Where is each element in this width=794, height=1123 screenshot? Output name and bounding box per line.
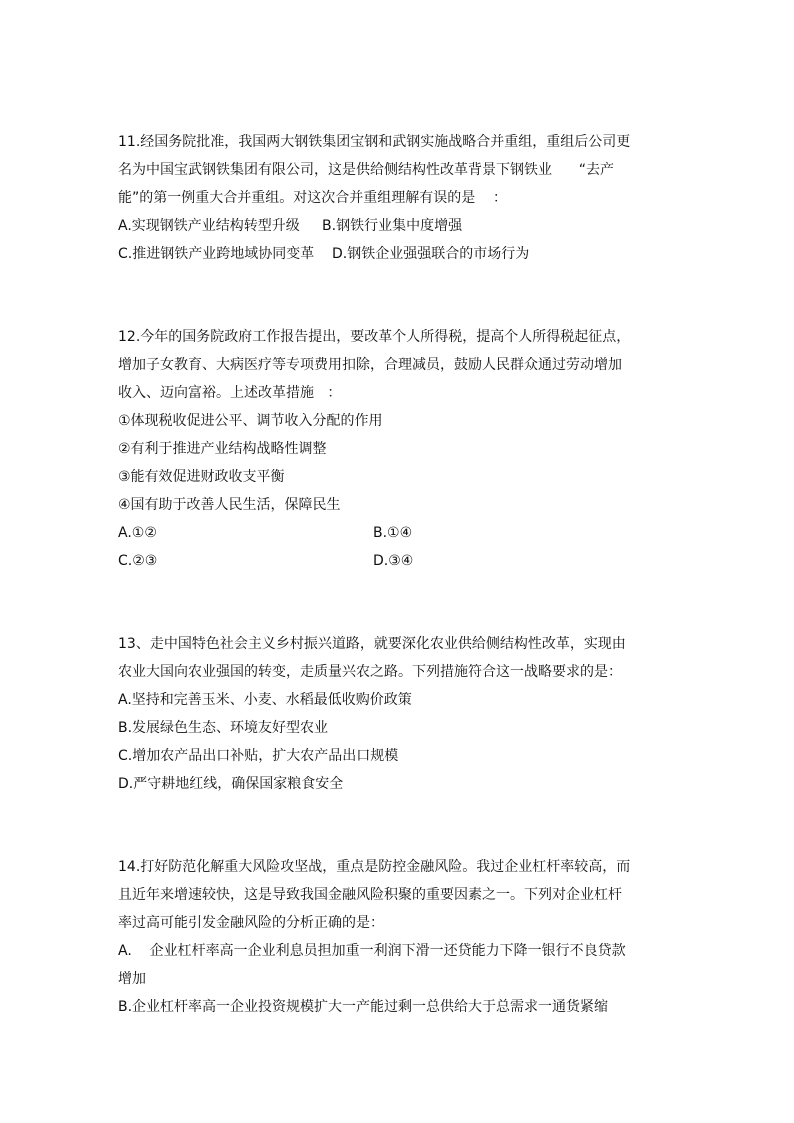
q11-option-cd: C.推进钢铁产业跨地域协同变革 D.钢铁企业强强联合的市场行为 xyxy=(118,246,530,262)
q13-option-b: B.发展绿色生态、环境友好型农业 xyxy=(118,720,329,736)
q12-statement-2: ②有利于推进产业结构战略性调整 xyxy=(118,441,327,457)
q13-option-c: C.增加农产品出口补贴，扩大农产品出口规模 xyxy=(118,748,399,764)
q12-statement-3: ③能有效促进财政收支平衡 xyxy=(118,469,285,485)
q14-option-a: A. 企业杠杆率高一企业利息员担加重一利润下滑一还贷能力下降一银行不良贷款 xyxy=(118,943,626,959)
q13-line-1: 13、走中国特色社会主义乡村振兴道路，就要深化农业供给侧结构性改革，实现由 xyxy=(118,636,626,652)
q12-line-3: 收入、迈向富裕。上述改革措施 ： xyxy=(118,385,342,401)
q12-statement-1: ①体现税收促进公平、调节收入分配的作用 xyxy=(118,413,383,429)
q12-statement-4: ④国有助于改善人民生活，保障民生 xyxy=(118,497,341,513)
q12-option-b: B.①④ xyxy=(373,525,413,541)
q14-option-a-cont: 增加 xyxy=(118,971,146,987)
q12-line-2: 增加子女教育、大病医疗等专项费用扣除，合理减员，鼓励人民群众通过劳动增加 xyxy=(118,357,622,373)
q12-line-1: 12.今年的国务院政府工作报告提出，要改革个人所得税，提高个人所得税起征点， xyxy=(118,329,631,345)
q14-line-3: 率过高可能引发金融风险的分析正确的是： xyxy=(118,915,384,931)
q12-option-a: A.①② xyxy=(118,525,157,541)
q14-line-1: 14.打好防范化解重大风险攻坚战，重点是防控金融风险。我过企业杠杆率较高，而 xyxy=(118,859,631,875)
q14-option-b: B.企业杠杆率高一企业投资规模扩大一产能过剩一总供给大于总需求一通货紧缩 xyxy=(118,999,609,1015)
q13-option-a: A.坚持和完善玉米、小麦、水稻最低收购价政策 xyxy=(118,692,412,708)
q14-line-2: 且近年来增速较快，这是导致我国金融风险积聚的重要因素之一。下列对企业杠杆 xyxy=(118,887,622,903)
q13-line-2: 农业大国向农业强国的转变，走质量兴农之路。下列措施符合这一战略要求的是： xyxy=(118,664,622,680)
q13-option-d: D.严守耕地红线，确保国家粮食安全 xyxy=(118,776,344,792)
q11-line-2: 名为中国宝武钢铁集团有限公司，这是供给侧结构性改革背景下钢铁业 “去产 xyxy=(118,162,614,178)
q11-line-1: 11.经国务院批准，我国两大钢铁集团宝钢和武钢实施战略合并重组，重组后公司更 xyxy=(118,134,631,150)
q11-option-ab: A.实现钢铁产业结构转型升级 B.钢铁行业集中度增强 xyxy=(118,218,463,234)
q12-option-d: D.③④ xyxy=(373,553,414,569)
q11-line-3: 能”的第一例重大合并重组。对这次合并重组理解有误的是 ： xyxy=(118,190,508,206)
q12-option-c: C.②③ xyxy=(118,553,158,569)
